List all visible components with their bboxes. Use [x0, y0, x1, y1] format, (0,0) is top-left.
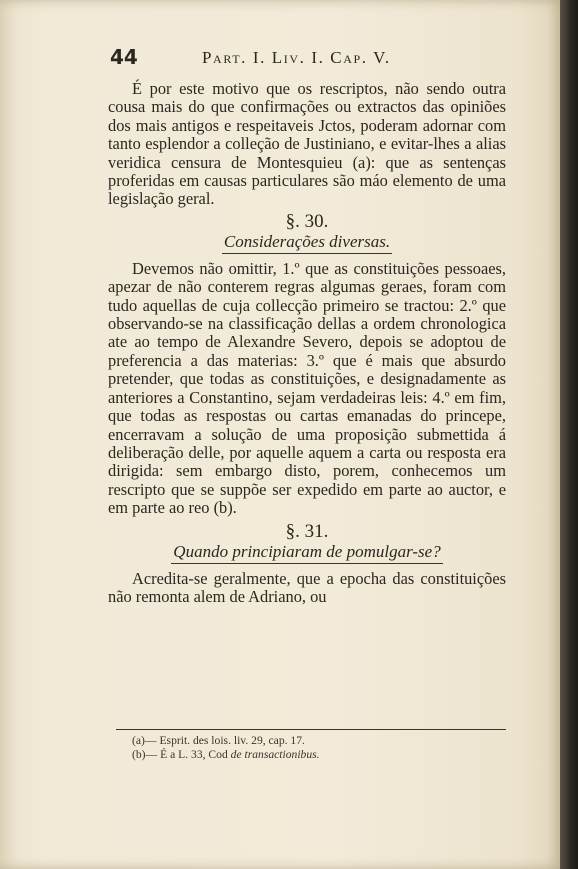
paragraph-2: Devemos não omittir, 1.º que as constituições pessoaes, apezar de não conterem regras algumas geraes, foram com tudo aquellas de cuja collecção primeiro se tractou: 2.º que observando-se na classificação dellas a ordem chronologica ate ao tempo de Alexandre Severo, depois se adoptou de preferencia a das materias: 3.º que é mais que absurdo pretender, que todas as constituições, e designadamente as anteriores a Constantino, sejam verdadeiras leis: 4.º em fim, que todas as respostas ou cartas emanadas do princepe, encerravam a solução de uma proposição submettida á deliberação delle, por aquelle aquem a carta ou resposta era dirigida: sem embargo disto, porem, conhecemos um rescripto que se suppõe ser expedido em parte ao auctor, e em parte ao reo (b). [108, 258, 506, 518]
paragraph-3: Acredita-se geralmente, que a epocha das constituições não remonta alem de Adriano, ou [108, 568, 506, 606]
paragraph-1: É por este motivo que os rescriptos, não sendo outra cousa mais do que confirmações ou extractos das opiniões dos mais antigos e respeitaveis Jctos, poderam adornar com tanto esplendor a colleção de Justiniano, e evitar-lhes a alias veridica censura de Montesquieu (a): que as sentenças proferidas em causas particulares são máo elemento de uma legislação geral. [108, 79, 506, 209]
running-head: Part. I. Liv. I. Cap. V. [202, 48, 391, 67]
footnote-a-ref: (a)— [132, 734, 157, 747]
section-31-title [108, 542, 506, 564]
page-content [108, 40, 506, 606]
section-31-mark: §. 31. [285, 520, 329, 542]
body-text [108, 80, 506, 606]
page-header [108, 40, 506, 80]
footnote-divider [116, 729, 506, 730]
section-30-mark: §. 30. [285, 210, 329, 232]
footnote-b-italic: de transactionibus. [230, 748, 320, 762]
footnote-b-text: É a L. 33, Cod [160, 748, 228, 762]
page-edge-shadow [560, 0, 578, 869]
footnotes [132, 734, 512, 763]
section-30-title-text: Considerações diversas. [222, 232, 392, 254]
footnote-b [132, 748, 512, 762]
section-31-title-text: Quando principiaram de pomulgar-se? [171, 542, 442, 564]
section-30-title [108, 232, 506, 254]
footnote-b-ref: (b)— [132, 748, 158, 762]
footnote-a [132, 734, 512, 748]
footnote-a-text: Esprit. des lois. liv. 29, cap. 17. [159, 734, 305, 747]
page-number: 44 [110, 45, 138, 69]
